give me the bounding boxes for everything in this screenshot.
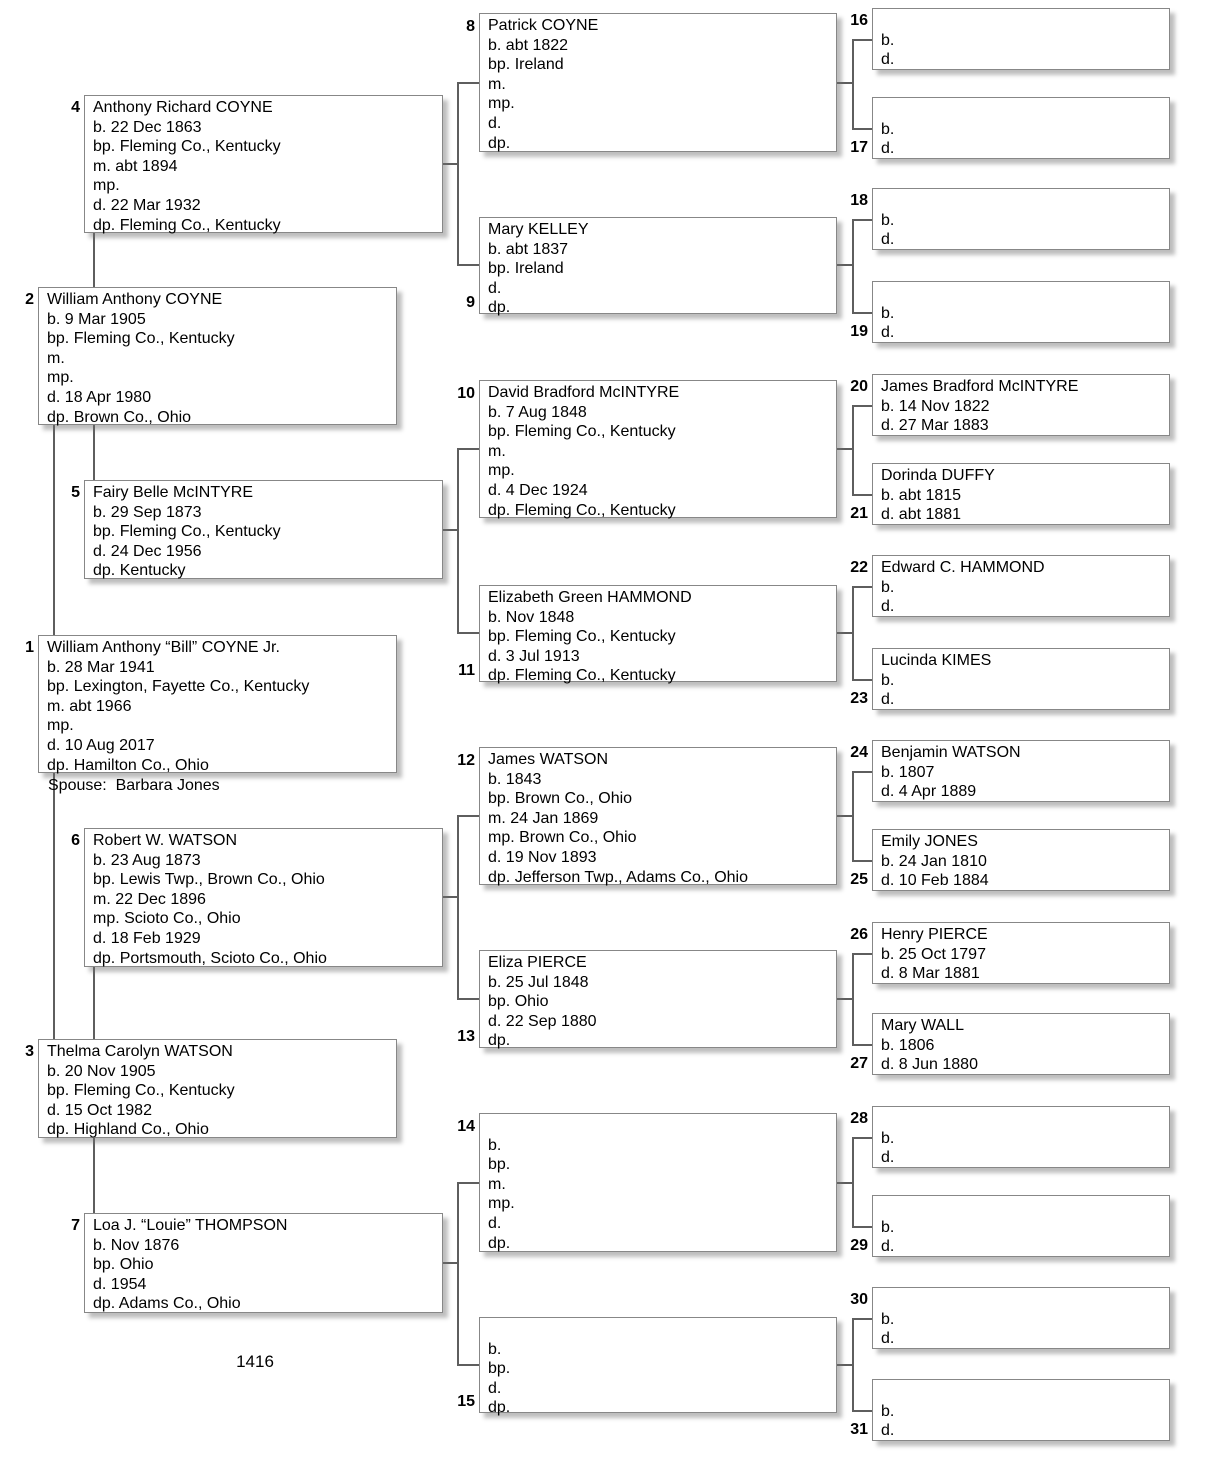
person-field: d. [488,114,502,132]
person-field: b. [488,1136,502,1154]
person-name: Eliza PIERCE [488,954,587,971]
connector-stub-26 [852,953,872,955]
person-field: mp. [488,1195,515,1213]
person-number-19: 19 [850,323,868,340]
person-field: d. [488,1379,502,1397]
connector-feeder-5 [443,529,458,531]
connector-stub-23 [852,679,872,681]
person-field: bp. Fleming Co., Kentucky [47,1082,235,1100]
connector-stub-25 [852,860,872,862]
person-box-23 [872,648,1170,710]
person-field: bp. Ohio [93,1256,154,1274]
person-field: b. abt 1815 [881,486,962,504]
person-field: d. [881,231,895,249]
person-name [881,100,1165,120]
person-number-10: 10 [457,385,475,402]
person-name: Mary KELLEY [488,221,589,238]
person-box-17 [872,97,1170,159]
person-field: d. [488,279,502,297]
person-box-11 [479,585,837,685]
chart-number: 1416 [236,1352,274,1371]
connector-stub-18 [852,219,872,221]
person-field: m. [47,349,65,367]
person-number-21: 21 [850,505,868,522]
connector-stub-24 [852,771,872,773]
person-field: bp. Fleming Co., Kentucky [93,138,281,156]
connector-stub-11 [457,632,479,634]
person-number-3: 3 [25,1043,34,1060]
person-box-24 [872,740,1170,802]
person-field: b. [881,31,895,49]
connector-bracket-8-9 [457,82,459,266]
person-box-6 [84,828,443,967]
person-field: dp. Jefferson Twp., Adams Co., Ohio [488,868,748,886]
connector-stub-21 [852,494,872,496]
person-name [488,1116,832,1136]
person-field: bp. Brown Co., Ohio [488,790,633,808]
connector-feeder-7 [443,1262,458,1264]
connector-bracket-16-17 [852,39,854,129]
person-number-13: 13 [457,1028,475,1045]
person-name [881,1109,1165,1129]
person-box-26 [872,922,1170,984]
person-field: d. [881,598,895,616]
person-field: b. 7 Aug 1848 [488,403,587,421]
person-number-12: 12 [457,752,475,769]
person-number-2: 2 [25,291,34,308]
person-field: bp. Lexington, Fayette Co., Kentucky [47,678,310,696]
connector-stub-19 [852,312,872,314]
connector-stub-12 [457,815,479,817]
person-field: bp. Ireland [488,56,564,74]
person-number-6: 6 [71,832,80,849]
connector-bracket-20-21 [852,405,854,495]
person-field: b. [881,1218,895,1236]
person-field: b. 20 Nov 1905 [47,1062,156,1080]
person-name: Robert W. WATSON [93,832,238,849]
person-box-25 [872,829,1170,891]
person-field: dp. Fleming Co., Kentucky [488,501,676,519]
person-number-17: 17 [850,139,868,156]
person-field: b. [488,1340,502,1358]
person-name [881,284,1165,304]
connector-stub-22 [852,586,872,588]
person-name: William Anthony COYNE [47,291,223,308]
person-field: bp. [488,1360,511,1378]
person-field: b. Nov 1848 [488,608,575,626]
person-name: Dorinda DUFFY [881,467,995,484]
connector-bracket-24-25 [852,771,854,861]
person-field: bp. Fleming Co., Kentucky [488,423,676,441]
person-field: m. [488,442,506,460]
person-field: d. 10 Feb 1884 [881,872,989,890]
person-field: d. [881,51,895,69]
person-box-19 [872,281,1170,343]
connector-stub-29 [852,1226,872,1228]
person-name: Thelma Carolyn WATSON [47,1043,233,1060]
person-field: d. [881,1330,895,1348]
connector-feeder-4 [443,163,458,165]
person-field: b. [881,671,895,689]
person-field: b. [881,211,895,229]
person-field: bp. [488,1156,511,1174]
person-number-30: 30 [850,1291,868,1308]
person-field: m. 24 Jan 1869 [488,809,599,827]
person-box-9 [479,217,837,317]
person-field: d. 10 Aug 2017 [47,736,155,754]
person-number-1: 1 [25,639,34,656]
person-field: d. 8 Jun 1880 [881,1056,978,1074]
person-field: dp. [488,1399,511,1417]
person-field: b. 1806 [881,1036,935,1054]
person-field: d. 3 Jul 1913 [488,647,580,665]
connector-stub-17 [852,128,872,130]
person-box-20 [872,374,1170,436]
person-name [881,1290,1165,1310]
person-field: mp. [93,177,120,195]
person-field: dp. Portsmouth, Scioto Co., Ohio [93,949,327,967]
person-field: b. 24 Jan 1810 [881,852,987,870]
person-field: d. 22 Sep 1880 [488,1012,597,1030]
person-number-26: 26 [850,926,868,943]
person-field: bp. Fleming Co., Kentucky [47,330,235,348]
connector-stub-30 [852,1318,872,1320]
connector-stub-31 [852,1410,872,1412]
person-number-18: 18 [850,192,868,209]
connector-bracket-14-15 [457,1182,459,1366]
person-field: dp. [488,1032,511,1050]
person-name: Mary WALL [881,1017,964,1034]
person-field: b. 9 Mar 1905 [47,310,146,328]
person-field: m. [488,75,506,93]
person-field: d. [881,691,895,709]
person-field: m. abt 1966 [47,697,132,715]
person-field: dp. [488,299,511,317]
person-box-28 [872,1106,1170,1168]
person-field: d. [488,1214,502,1232]
person-field: d. 19 Nov 1893 [488,848,597,866]
connector-stub-16 [852,39,872,41]
connector-stub-8 [457,82,479,84]
person-name: Lucinda KIMES [881,652,992,669]
person-field: dp. Brown Co., Ohio [47,408,192,426]
person-field: b. [881,578,895,596]
person-field: m. 22 Dec 1896 [93,890,206,908]
person-field: dp. Kentucky [93,562,186,580]
person-name: James WATSON [488,751,609,768]
person-name [881,1198,1165,1218]
person-number-11: 11 [458,662,475,679]
connector-bracket-18-19 [852,219,854,313]
connector-stub-10 [457,448,479,450]
connector-bracket-22-23 [852,586,854,680]
person-number-31: 31 [850,1421,868,1438]
person-name: Patrick COYNE [488,17,599,34]
person-box-16 [872,8,1170,70]
person-field: d. 15 Oct 1982 [47,1101,152,1119]
person-number-23: 23 [850,690,868,707]
person-number-7: 7 [71,1217,80,1234]
person-field: b. 1843 [488,770,542,788]
person-box-5 [84,480,443,579]
person-name: Emily JONES [881,833,978,850]
person-box-7 [84,1213,443,1313]
person-box-18 [872,188,1170,250]
person-number-9: 9 [466,294,475,311]
person-name [488,1320,832,1340]
person-field: d. [881,1149,895,1167]
person-field: d. [881,140,895,158]
person-name: Fairy Belle McINTYRE [93,484,254,501]
person-box-13 [479,950,837,1048]
person-field: d. [881,1422,895,1440]
person-field: b. 23 Aug 1873 [93,851,201,869]
person-field: b. 1807 [881,763,935,781]
person-name [881,1382,1165,1402]
person-field: bp. Ireland [488,260,564,278]
person-name: Elizabeth Green HAMMOND [488,589,692,606]
person-number-20: 20 [850,378,868,395]
person-field: b. [881,120,895,138]
connector-stub-28 [852,1137,872,1139]
person-box-3 [38,1039,397,1138]
person-field: mp. Scioto Co., Ohio [93,910,241,928]
person-field: mp. [488,462,515,480]
person-name [881,11,1165,31]
person-field: b. [881,1402,895,1420]
person-field: bp. Lewis Twp., Brown Co., Ohio [93,871,325,889]
person-box-2 [38,287,397,425]
person-box-10 [479,380,837,518]
person-field: dp. [488,134,511,152]
person-box-30 [872,1287,1170,1349]
person-box-22 [872,555,1170,617]
person-field: d. 22 Mar 1932 [93,196,201,214]
person-field: dp. Adams Co., Ohio [93,1295,241,1313]
person-field: dp. Fleming Co., Kentucky [488,667,676,685]
person-number-29: 29 [850,1237,868,1254]
connector-feeder-6 [443,896,458,898]
person-name: Loa J. “Louie” THOMPSON [93,1217,288,1234]
person-box-12 [479,747,837,885]
person-box-21 [872,463,1170,525]
person-field: d. [881,324,895,342]
person-number-22: 22 [850,559,868,576]
person-name: William Anthony “Bill” COYNE Jr. [47,639,280,656]
person-field: b. [881,1129,895,1147]
connector-stub-14 [457,1182,479,1184]
person-box-8 [479,13,837,152]
person-number-14: 14 [457,1118,475,1135]
person-name: James Bradford McINTYRE [881,378,1079,395]
person-field: d. 24 Dec 1956 [93,542,202,560]
person-field: b. abt 1822 [488,36,569,54]
person-number-15: 15 [457,1393,475,1410]
person-name [881,191,1165,211]
person-field: d. 18 Feb 1929 [93,929,201,947]
connector-bracket-10-11 [457,448,459,634]
person-field: b. 25 Oct 1797 [881,945,986,963]
connector-stub-13 [457,998,479,1000]
person-field: dp. Hamilton Co., Ohio [47,756,209,774]
person-box-1 [38,635,397,773]
connector-stub-20 [852,405,872,407]
person-field: mp. Brown Co., Ohio [488,829,637,847]
person-field: b. Nov 1876 [93,1236,180,1254]
person-field: b. 14 Nov 1822 [881,397,990,415]
connector-stub-27 [852,1044,872,1046]
person-number-16: 16 [850,12,868,29]
connector-bracket-28-29 [852,1137,854,1227]
person-field: b. 22 Dec 1863 [93,118,202,136]
person-field: dp. Highland Co., Ohio [47,1121,209,1139]
person-box-29 [872,1195,1170,1257]
person-field: mp. [488,95,515,113]
person-field: b. abt 1837 [488,240,569,258]
person-field: m. abt 1894 [93,157,178,175]
person-field: mp. [47,369,74,387]
person-name: Benjamin WATSON [881,744,1021,761]
person-box-31 [872,1379,1170,1441]
person-field: dp. Fleming Co., Kentucky [93,216,281,234]
person-field: m. [488,1175,506,1193]
person-field: b. 25 Jul 1848 [488,973,589,991]
person-field: bp. Fleming Co., Kentucky [93,523,281,541]
person-box-4 [84,95,443,233]
person-field: d. abt 1881 [881,506,962,524]
person-field: d. 4 Dec 1924 [488,481,588,499]
person-name: Henry PIERCE [881,926,988,943]
person-number-24: 24 [850,744,868,761]
spouse-note: Spouse: Barbara Jones [48,777,220,794]
person-number-5: 5 [71,484,80,501]
person-field: b. 28 Mar 1941 [47,658,155,676]
person-number-4: 4 [71,99,80,116]
connector-bracket-12-13 [457,815,459,1000]
person-field: d. 27 Mar 1883 [881,417,989,435]
person-field: d. [881,1238,895,1256]
person-field: b. 29 Sep 1873 [93,503,202,521]
person-field: d. 1954 [93,1275,147,1293]
person-number-25: 25 [850,871,868,888]
person-name: David Bradford McINTYRE [488,384,680,401]
person-number-8: 8 [466,18,475,35]
person-name: Anthony Richard COYNE [93,99,273,116]
person-field: d. 8 Mar 1881 [881,965,980,983]
person-field: bp. Ohio [488,993,549,1011]
person-field: d. 18 Apr 1980 [47,388,152,406]
person-box-15 [479,1317,837,1417]
connector-stub-15 [457,1364,479,1366]
person-number-28: 28 [850,1110,868,1127]
person-box-27 [872,1013,1170,1075]
person-field: d. 4 Apr 1889 [881,783,977,801]
person-field: bp. Fleming Co., Kentucky [488,628,676,646]
person-field: b. [881,304,895,322]
person-field: b. [881,1310,895,1328]
connector-bracket-26-27 [852,953,854,1045]
person-name: Edward C. HAMMOND [881,559,1045,576]
connector-bracket-30-31 [852,1318,854,1411]
connector-stub-9 [457,264,479,266]
person-number-27: 27 [850,1055,868,1072]
person-field: dp. [488,1234,511,1252]
person-field: mp. [47,717,74,735]
person-box-14 [479,1113,837,1252]
